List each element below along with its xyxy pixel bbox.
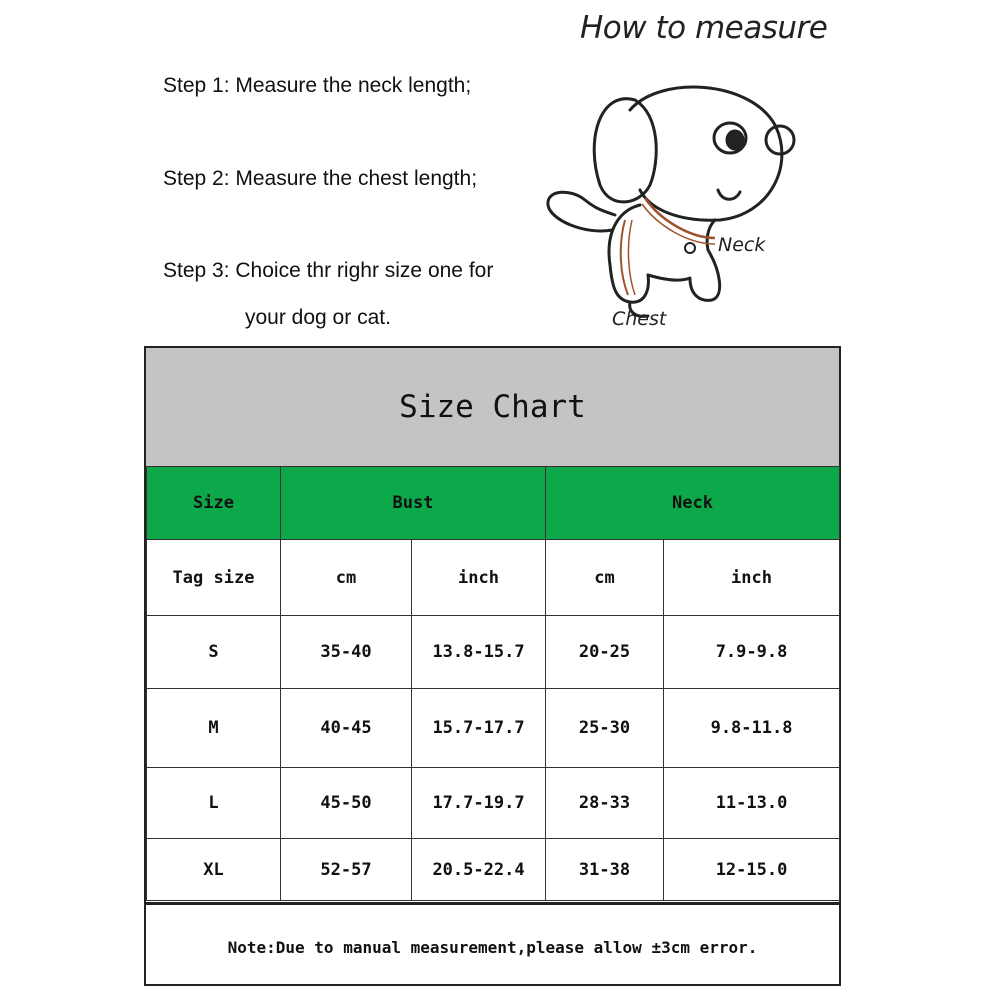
cell-bust-inch: 17.7-19.7 bbox=[412, 768, 546, 839]
cell-size: L bbox=[147, 768, 281, 839]
cell-bust-cm: 45-50 bbox=[281, 768, 412, 839]
cell-size: XL bbox=[147, 839, 281, 901]
neck-label: Neck bbox=[718, 234, 766, 256]
step-3-text: Step 3: Choice thr righr size one for bbox=[163, 259, 494, 282]
cell-bust-cm: 35-40 bbox=[281, 616, 412, 689]
unit-header-row bbox=[147, 540, 840, 616]
note-text: Note:Due to manual measurement,please allow ±3cm error. bbox=[146, 902, 839, 989]
table-row bbox=[147, 616, 840, 689]
cell-neck-cm: 28-33 bbox=[546, 768, 664, 839]
header-size: Size bbox=[147, 467, 281, 540]
cell-size: S bbox=[147, 616, 281, 689]
cell-neck-cm: 25-30 bbox=[546, 689, 664, 768]
cell-bust-inch: 20.5-22.4 bbox=[412, 839, 546, 901]
cell-neck-cm: 31-38 bbox=[546, 839, 664, 901]
cell-bust-inch: 13.8-15.7 bbox=[412, 616, 546, 689]
header-neck-cm: cm bbox=[546, 540, 664, 616]
table-row bbox=[147, 689, 840, 768]
cell-bust-cm: 40-45 bbox=[281, 689, 412, 768]
group-header-row bbox=[147, 467, 840, 540]
cell-size: M bbox=[147, 689, 281, 768]
cell-bust-inch: 15.7-17.7 bbox=[412, 689, 546, 768]
header-neck-inch: inch bbox=[664, 540, 840, 616]
header-tag-size: Tag size bbox=[147, 540, 281, 616]
cell-neck-inch: 11-13.0 bbox=[664, 768, 840, 839]
dog-illustration-icon bbox=[540, 70, 810, 340]
cell-neck-cm: 20-25 bbox=[546, 616, 664, 689]
cell-neck-inch: 12-15.0 bbox=[664, 839, 840, 901]
page-title: How to measure bbox=[580, 10, 828, 46]
cell-neck-inch: 9.8-11.8 bbox=[664, 689, 840, 768]
table-row bbox=[147, 839, 840, 901]
step-3-continued-text: your dog or cat. bbox=[245, 306, 391, 329]
cell-bust-cm: 52-57 bbox=[281, 839, 412, 901]
size-chart bbox=[144, 346, 841, 986]
header-neck: Neck bbox=[546, 467, 840, 540]
size-chart-title: Size Chart bbox=[146, 348, 839, 467]
header-bust: Bust bbox=[281, 467, 546, 540]
table-row bbox=[147, 768, 840, 839]
step-1-text: Step 1: Measure the neck length; bbox=[163, 74, 472, 97]
header-bust-cm: cm bbox=[281, 540, 412, 616]
step-2-text: Step 2: Measure the chest length; bbox=[163, 167, 478, 190]
size-table bbox=[146, 466, 840, 901]
header-bust-inch: inch bbox=[412, 540, 546, 616]
cell-neck-inch: 7.9-9.8 bbox=[664, 616, 840, 689]
chest-label: Chest bbox=[612, 308, 667, 330]
